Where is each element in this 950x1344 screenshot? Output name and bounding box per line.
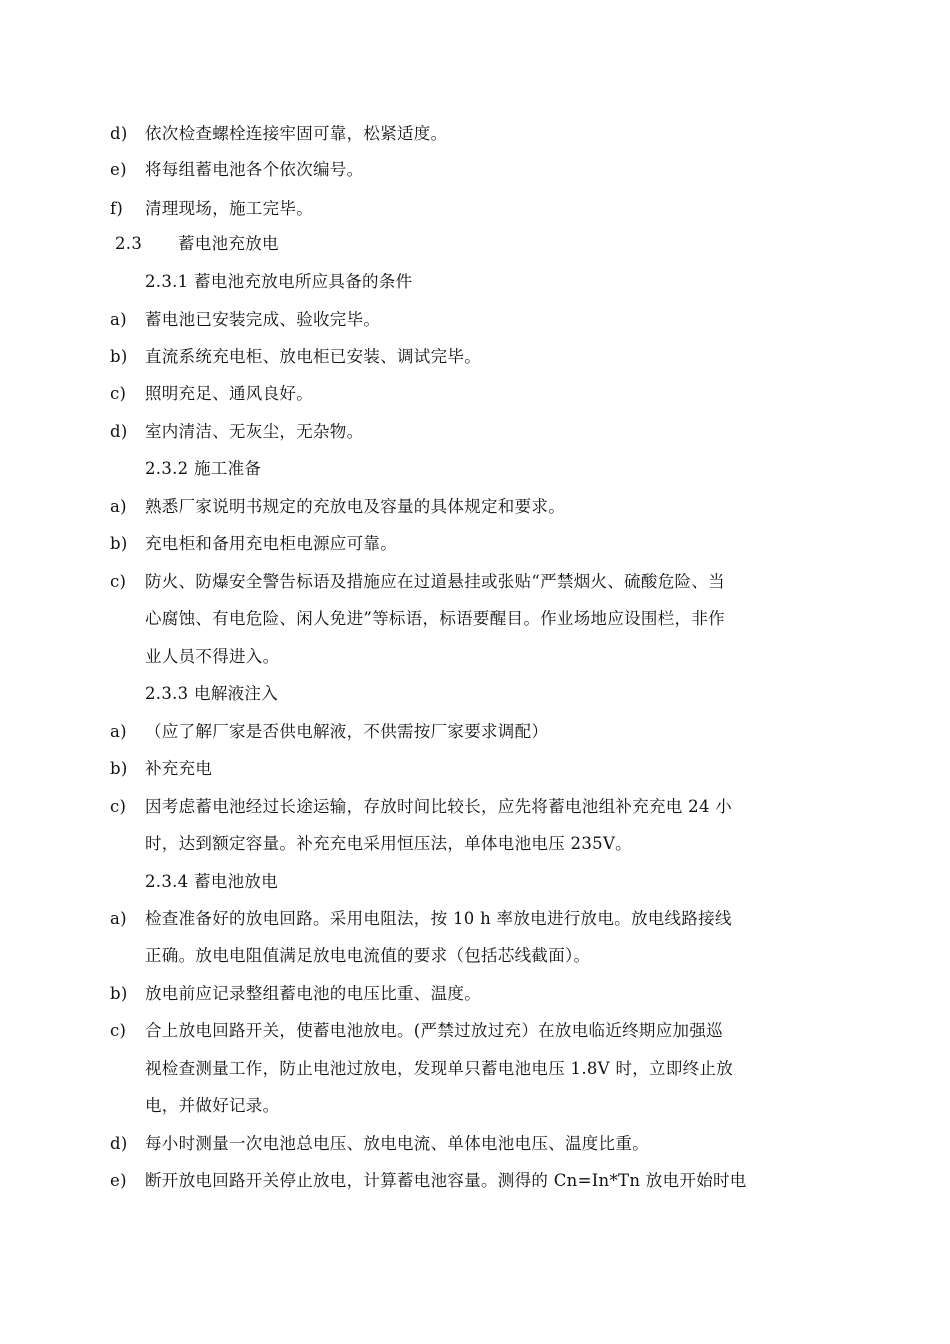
item-text: 正确。放电电阻值满足放电电流值的要求（包括芯线截面）。 bbox=[145, 946, 591, 965]
item-text: 检查准备好的放电回路。采用电阻法，按 10 h 率放电进行放电。放电线路接线 bbox=[145, 909, 732, 928]
item-label: d) bbox=[110, 1134, 128, 1153]
item-text: （应了解厂家是否供电解液，不供需按厂家要求调配） bbox=[145, 722, 549, 741]
item-text: 照明充足、通风良好。 bbox=[145, 384, 313, 403]
item-label: e) bbox=[110, 1171, 127, 1190]
item-text: 时，达到额定容量。补充充电采用恒压法，单体电池电压 235V。 bbox=[145, 834, 632, 853]
subsection-title: 2.3.4 蓄电池放电 bbox=[145, 872, 279, 891]
item-text: 断开放电回路开关停止放电，计算蓄电池容量。测得的 Cn=In*Tn 放电开始时电 bbox=[145, 1171, 747, 1190]
item-text: 清理现场，施工完毕。 bbox=[145, 199, 313, 218]
section-number: 2.3 bbox=[115, 234, 143, 253]
item-text: 每小时测量一次电池总电压、放电电流、单体电池电压、温度比重。 bbox=[145, 1134, 649, 1153]
item-text: 蓄电池已安装完成、验收完毕。 bbox=[145, 310, 381, 329]
item-text: 直流系统充电柜、放电柜已安装、调试完毕。 bbox=[145, 347, 481, 366]
item-label: b) bbox=[110, 534, 128, 553]
item-text: 放电前应记录整组蓄电池的电压比重、温度。 bbox=[145, 984, 481, 1003]
section-title: 蓄电池充放电 bbox=[178, 234, 279, 253]
item-text: 室内清洁、无灰尘，无杂物。 bbox=[145, 422, 364, 441]
item-text: 熟悉厂家说明书规定的充放电及容量的具体规定和要求。 bbox=[145, 497, 565, 516]
item-label: f) bbox=[110, 199, 124, 218]
item-label: c) bbox=[110, 797, 127, 816]
item-label: a) bbox=[110, 909, 127, 928]
item-text: 电，并做好记录。 bbox=[145, 1096, 280, 1115]
item-label: a) bbox=[110, 497, 127, 516]
item-label: c) bbox=[110, 572, 127, 591]
item-label: d) bbox=[110, 124, 128, 143]
item-text: 因考虑蓄电池经过长途运输，存放时间比较长，应先将蓄电池组补充充电 24 小 bbox=[145, 797, 733, 816]
item-text: 业人员不得进入。 bbox=[145, 647, 280, 666]
item-text: 充电柜和备用充电柜电源应可靠。 bbox=[145, 534, 397, 553]
item-label: e) bbox=[110, 160, 127, 179]
item-label: a) bbox=[110, 310, 127, 329]
subsection-title: 2.3.3 电解液注入 bbox=[145, 684, 279, 703]
item-label: b) bbox=[110, 347, 128, 366]
item-label: c) bbox=[110, 1021, 127, 1040]
item-text: 视检查测量工作，防止电池过放电，发现单只蓄电池电压 1.8V 时，立即终止放 bbox=[145, 1059, 734, 1078]
subsection-title: 2.3.1 蓄电池充放电所应具备的条件 bbox=[145, 272, 413, 291]
item-text: 将每组蓄电池各个依次编号。 bbox=[145, 160, 364, 179]
item-label: b) bbox=[110, 984, 128, 1003]
item-text: 合上放电回路开关，使蓄电池放电。(严禁过放过充）在放电临近终期应加强巡 bbox=[145, 1021, 723, 1040]
item-text: 防火、防爆安全警告标语及措施应在过道悬挂或张贴“严禁烟火、硫酸危险、当 bbox=[145, 572, 725, 591]
item-text: 依次检查螺栓连接牢固可靠，松紧适度。 bbox=[145, 124, 448, 143]
item-label: c) bbox=[110, 384, 127, 403]
item-text: 心腐蚀、有电危险、闲人免进”等标语，标语要醒目。作业场地应设围栏，非作 bbox=[145, 609, 725, 628]
item-label: a) bbox=[110, 722, 127, 741]
subsection-title: 2.3.2 施工准备 bbox=[145, 459, 262, 478]
item-label: d) bbox=[110, 422, 128, 441]
item-text: 补充充电 bbox=[145, 759, 213, 778]
item-label: b) bbox=[110, 759, 128, 778]
